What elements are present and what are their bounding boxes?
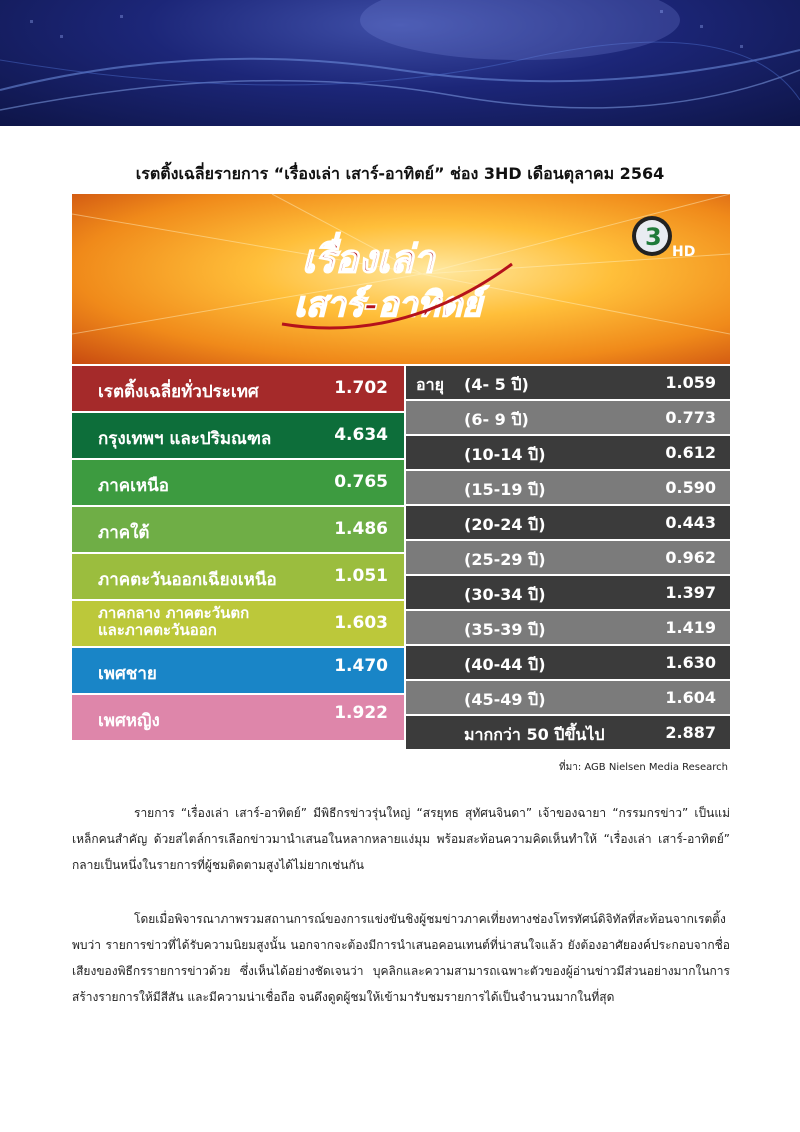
- row-value: 1.702: [334, 378, 388, 398]
- region-ratings-table: [72, 366, 404, 742]
- age-label: (4- 5 ปี): [464, 375, 529, 394]
- age-prefix: อายุ: [416, 375, 444, 394]
- row-value: 0.765: [334, 472, 388, 492]
- age-row: [406, 366, 730, 399]
- age-label: (15-19 ปี): [464, 480, 546, 499]
- row-value: 1.470: [334, 656, 388, 676]
- header-banner: [0, 0, 800, 126]
- age-row: [406, 506, 730, 539]
- row-label: เพศหญิง: [98, 711, 160, 731]
- age-ratings-table: [406, 366, 730, 751]
- row-value: 4.634: [334, 425, 388, 445]
- page-title: เรตติ้งเฉลี่ยรายการ “เรื่องเล่า เสาร์-อาทิตย์” ช่อง 3HD เดือนตุลาคม 2564: [135, 164, 665, 183]
- header-decoration: [0, 0, 800, 126]
- show-logo-line1: เรื่องเล่า: [302, 236, 435, 281]
- rating-row: [72, 601, 404, 646]
- age-value: 0.590: [665, 478, 716, 497]
- age-value: 1.604: [665, 688, 716, 707]
- row-value: 1.922: [334, 703, 388, 723]
- age-row: [406, 436, 730, 469]
- age-label: มากกว่า 50 ปีขึ้นไป: [464, 725, 605, 744]
- rating-row: [72, 366, 404, 411]
- age-label: (45-49 ปี): [464, 690, 546, 709]
- age-value: 1.059: [665, 373, 716, 392]
- source-note: ที่มา: AGB Nielsen Media Research: [559, 762, 728, 773]
- rating-row: [72, 648, 404, 693]
- age-label: (10-14 ปี): [464, 445, 546, 464]
- age-row: [406, 646, 730, 679]
- age-row: [406, 541, 730, 574]
- age-label: (40-44 ปี): [464, 655, 546, 674]
- age-label: (35-39 ปี): [464, 620, 546, 639]
- rating-row: [72, 413, 404, 458]
- age-label: (6- 9 ปี): [464, 410, 529, 429]
- age-value: 0.443: [665, 513, 716, 532]
- age-value: 0.962: [665, 548, 716, 567]
- row-value: 1.051: [334, 566, 388, 586]
- age-row: [406, 716, 730, 749]
- row-label: [98, 605, 249, 639]
- rating-row: [72, 460, 404, 505]
- body-paragraph-1: รายการ “เรื่องเล่า เสาร์-อาทิตย์” มีพิธีกรข่าวรุ่นใหญ่ “สรยุทธ สุทัศนจินดา” เจ้าของฉายา “กรรมกรข่าว” เป็นแม่เหล็กคนสำคัญ ด้วยสไตล์การเลือกข่าวมานำเสนอในหลากหลายแง่มุม พร้อมสะท้อนความคิดเห็นทำให้ “เรื่องเล่า เสาร์-อาทิตย์” กลายเป็นหนึ่งในรายการที่ผู้ชมติดตามสูงได้ไม่ยากเช่นกัน: [72, 806, 730, 872]
- channel-number: 3: [645, 223, 662, 251]
- row-label: เพศชาย: [98, 664, 157, 684]
- channel-suffix: HD: [672, 244, 696, 260]
- promo-artwork: [72, 194, 730, 364]
- body-paragraph-2: โดยเมื่อพิจารณาภาพรวมสถานการณ์ของการแข่งขันชิงผู้ชมข่าวภาคเที่ยงทางช่องโทรทัศน์ดิจิทัลที่สะท้อนจากเรตติ้งพบว่า รายการข่าวที่ได้รับความนิยมสูงนั้น นอกจากจะต้องมีการนำเสนอคอนเทนต์ที่น่าสนใจแล้ว ยังต้องอาศัยองค์ประกอบจากชื่อเสียงของพิธีกรรายการข่าวด้วย ซึ่งเห็นได้อย่างชัดเจนว่า บุคลิกและความสามารถเฉพาะตัวของผู้อ่านข่าวมีส่วนอย่างมากในการสร้างรายการให้มีสีสัน และมีความน่าเชื่อถือ จนดึงดูดผู้ชมให้เข้ามารับชมรายการได้เป็นจำนวนมากในที่สุด: [72, 912, 730, 1004]
- show-promo-banner: [72, 194, 730, 364]
- row-value: 1.603: [334, 613, 388, 633]
- row-label: เรตติ้งเฉลี่ยทั่วประเทศ: [98, 382, 259, 402]
- row-label-line1: ภาคกลาง ภาคตะวันตก: [98, 604, 250, 622]
- age-label: (20-24 ปี): [464, 515, 546, 534]
- age-label: (30-34 ปี): [464, 585, 546, 604]
- show-logo-line2: เสาร์-อาทิตย์: [294, 285, 482, 325]
- row-label: ภาคเหนือ: [98, 476, 169, 496]
- rating-row: [72, 554, 404, 599]
- rating-row: [72, 507, 404, 552]
- age-value: 0.773: [665, 408, 716, 427]
- age-label: (25-29 ปี): [464, 550, 546, 569]
- row-label: กรุงเทพฯ และปริมณฑล: [98, 429, 272, 449]
- row-label: ภาคใต้: [98, 523, 150, 543]
- age-row: [406, 471, 730, 504]
- age-row: [406, 576, 730, 609]
- age-value: 0.612: [665, 443, 716, 462]
- age-row: [406, 401, 730, 434]
- age-value: 1.630: [665, 653, 716, 672]
- row-label-line2: และภาคตะวันออก: [98, 621, 217, 639]
- age-value: 1.397: [665, 583, 716, 602]
- age-value: 1.419: [665, 618, 716, 637]
- row-label: ภาคตะวันออกเฉียงเหนือ: [98, 570, 277, 590]
- age-row: [406, 611, 730, 644]
- age-value: 2.887: [665, 723, 716, 742]
- row-value: 1.486: [334, 519, 388, 539]
- rating-row: [72, 695, 404, 740]
- age-row: [406, 681, 730, 714]
